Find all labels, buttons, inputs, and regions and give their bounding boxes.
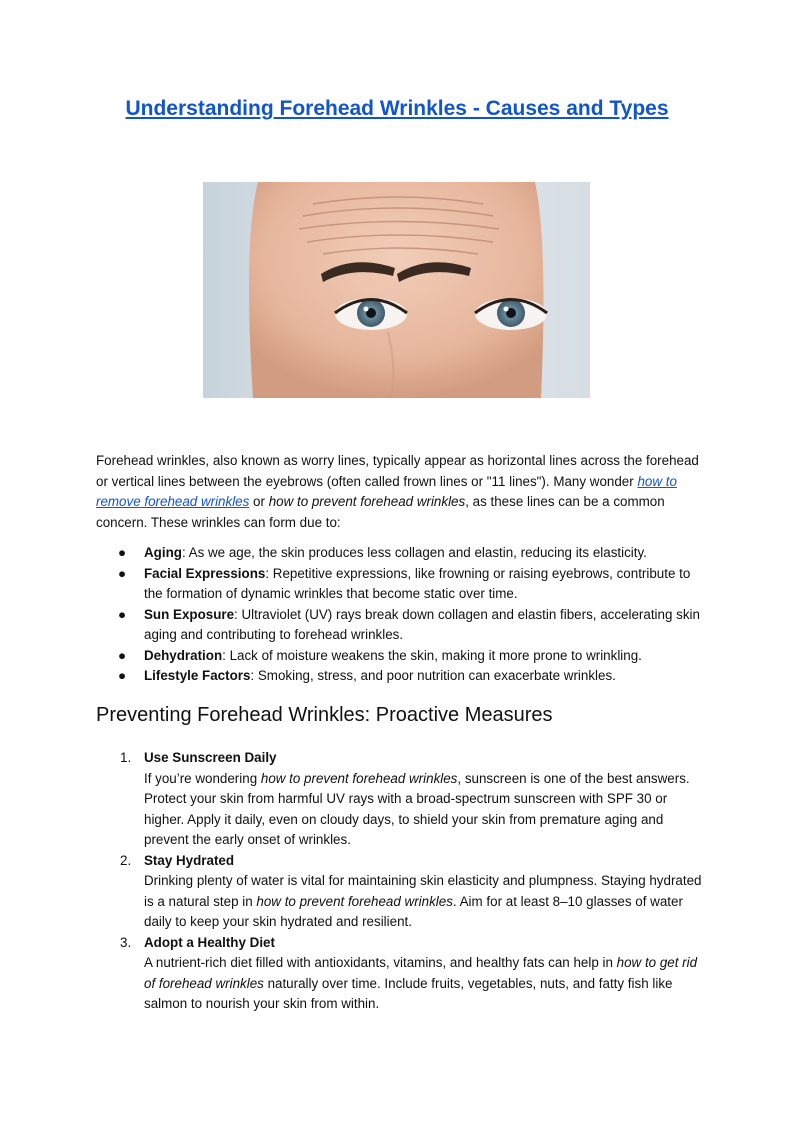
forehead-wrinkles-photo: [203, 182, 590, 398]
intro-paragraph: Forehead wrinkles, also known as worry lines, typically appear as horizontal lines across the forehead or vertical lines between the eyebrows (often called frown lines or "11 lines"). Many wonder how to remove forehead wrinkles or how to prevent forehead wrinkles, as these lines can be a common concern. These wrinkles can form due to:: [96, 453, 699, 530]
list-item: 1. Use Sunscreen Daily If you’re wondering how to prevent forehead wrinkles, sunscreen is one of the best answers. Protect your skin from harmful UV rays with a broad-spectrum sunscreen with SPF 30 or higher. Apply it daily, even on cloudy days, to shield your skin from premature aging and prevent the early onset of wrinkles.: [96, 748, 702, 851]
list-item: ● Sun Exposure: Ultraviolet (UV) rays break down collagen and elastin fibers, accelerating skin aging and contributing to forehead wrinkles.: [118, 606, 700, 642]
list-item: ● Facial Expressions: Repetitive expressions, like frowning or raising eyebrows, contribute to the formation of dynamic wrinkles that become static over time.: [118, 565, 691, 601]
list-item: ● Dehydration: Lack of moisture weakens the skin, making it more prone to wrinkling.: [118, 647, 642, 663]
prevention-steps-list: [96, 748, 702, 1015]
list-item: 3. Adopt a Healthy Diet A nutrient-rich diet filled with antioxidants, vitamins, and healthy fats can help in how to get rid of forehead wrinkles naturally over time. Include fruits, vegetables, nuts, and fatty fish like salmon to nourish your skin from within.: [96, 933, 702, 1015]
causes-list: [96, 543, 702, 687]
step-title: Adopt a Healthy Diet: [144, 934, 275, 950]
title-link[interactable]: Understanding Forehead Wrinkles - Causes and Types: [125, 97, 669, 120]
list-item: 2. Stay Hydrated Drinking plenty of water is vital for maintaining skin elasticity and plumpness. Staying hydrated is a natural step in how to prevent forehead wrinkles. Aim for at least 8–10 glasses of water daily to keep your skin hydrated and resilient.: [120, 852, 702, 929]
step-title: Stay Hydrated: [144, 852, 235, 868]
section-heading: Preventing Forehead Wrinkles: Proactive Measures: [96, 704, 553, 726]
page-title: [0, 97, 794, 121]
step-title: Use Sunscreen Daily: [144, 750, 277, 765]
list-item: ● Aging: As we age, the skin produces less collagen and elastin, reducing its elasticity.: [118, 545, 647, 560]
remove-wrinkles-link[interactable]: how to remove forehead wrinkles: [96, 473, 677, 509]
list-item: ● Lifestyle Factors: Smoking, stress, and poor nutrition can exacerbate wrinkles.: [118, 668, 616, 683]
